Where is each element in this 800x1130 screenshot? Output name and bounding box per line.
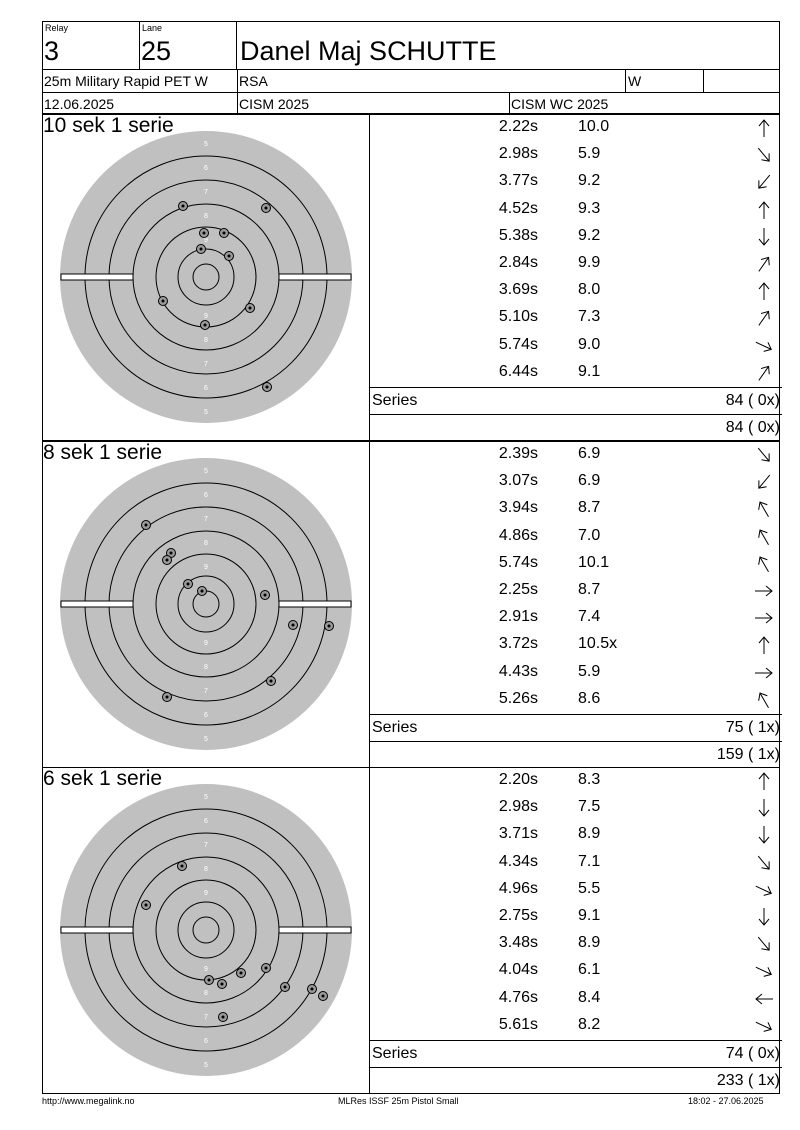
shot-hole: [200, 229, 209, 238]
shot-time: 3.07s: [498, 472, 538, 490]
divider: [237, 70, 238, 92]
cumulative-total: 159 ( 1x): [716, 746, 780, 763]
ring-label: 6: [204, 712, 208, 719]
shot-hole: [225, 252, 234, 261]
shot-time: 4.04s: [498, 961, 538, 979]
ring-label: 6: [204, 818, 208, 825]
ring-label: 6: [204, 492, 208, 499]
shot-hole: [262, 204, 271, 213]
target-diagram: [43, 442, 369, 769]
ring-label: 6: [204, 165, 208, 172]
series-title: 6 sek 1 serie: [43, 767, 163, 790]
shot-score: 9.1: [578, 907, 601, 924]
relay-label: Relay: [45, 23, 69, 33]
series-row: [370, 1040, 782, 1068]
shot-time: 6.44s: [498, 362, 538, 380]
shot-time: 5.74s: [498, 553, 538, 571]
shot-score: 8.2: [578, 1015, 601, 1033]
direction-arrow-icon: [752, 198, 776, 222]
shot-hole: [281, 983, 290, 992]
target-bar: [279, 927, 351, 933]
shot-row: [370, 904, 782, 931]
shot-score: 8.7: [578, 581, 601, 598]
cumulative-total: 84 ( 0x): [725, 419, 780, 436]
direction-arrow-icon: [752, 334, 776, 358]
series-section: [42, 114, 780, 441]
shot-row: [370, 496, 782, 523]
cumulative-total-row: [370, 741, 782, 769]
shot-score: 6.9: [578, 445, 601, 462]
direction-arrow-icon: [752, 851, 776, 875]
shot-row: [370, 197, 782, 224]
direction-arrow-icon: [752, 525, 776, 549]
direction-arrow-icon: [752, 443, 776, 467]
direction-arrow-icon: [752, 769, 776, 793]
ring-label: 5: [204, 1062, 208, 1069]
shot-time: 2.91s: [498, 608, 538, 626]
shot-hole: [237, 969, 246, 978]
divider: [237, 93, 238, 114]
shot-score: 7.0: [578, 526, 601, 544]
shot-time: 4.52s: [498, 199, 538, 217]
shot-time: 2.98s: [498, 798, 538, 816]
shot-hole: [261, 591, 270, 600]
shot-score: 7.1: [578, 852, 601, 870]
series-score: 75 ( 1x): [725, 719, 780, 736]
ring-label: 7: [204, 516, 208, 523]
direction-arrow-icon: [752, 497, 776, 521]
country-code: RSA: [239, 73, 268, 89]
athlete-name: Danel Maj SCHUTTE: [240, 36, 497, 66]
shot-score: 5.9: [578, 145, 601, 163]
shot-row: [370, 795, 782, 822]
ring-label: 8: [204, 866, 208, 873]
shot-score: 8.0: [578, 281, 601, 299]
ring-label: 5: [204, 409, 208, 416]
shot-hole: [178, 862, 187, 871]
ring-label: 9: [204, 890, 208, 897]
shots-list: [369, 115, 782, 440]
ring-label: 8: [204, 540, 208, 547]
ring-label: 8: [204, 990, 208, 997]
shot-row: [370, 333, 782, 360]
series-title: 8 sek 1 serie: [43, 441, 163, 464]
cumulative-total-row: [370, 1067, 782, 1095]
gender: W: [628, 73, 642, 89]
shot-hole: [197, 245, 206, 254]
target-bar: [61, 274, 133, 280]
shot-time: 4.96s: [498, 879, 538, 897]
shot-score: 8.9: [578, 825, 601, 843]
ring-label: 8: [204, 213, 208, 220]
shot-score: 7.5: [578, 798, 601, 816]
shot-hole: [198, 587, 207, 596]
footer-software: MLRes ISSF 25m Pistol Small: [338, 1096, 459, 1106]
ring-label: 5: [204, 141, 208, 148]
shot-row: [370, 469, 782, 496]
shot-row: [370, 850, 782, 877]
shot-score: 5.9: [578, 662, 601, 680]
direction-arrow-icon: [752, 143, 776, 167]
shot-time: 4.34s: [498, 852, 538, 870]
shot-time: 5.10s: [498, 308, 538, 326]
shot-time: 4.86s: [498, 526, 538, 544]
shot-row: [370, 632, 782, 659]
shot-row: [370, 305, 782, 332]
shot-score: 5.5: [578, 879, 601, 897]
competition-sub: CISM WC 2025: [511, 96, 609, 112]
shot-row: [370, 605, 782, 632]
competition-name: CISM 2025: [239, 96, 310, 112]
header-row-2: [43, 69, 779, 92]
shot-time: 3.71s: [498, 825, 538, 843]
ring-label: 9: [204, 640, 208, 647]
shot-row: [370, 224, 782, 251]
ring-label: 7: [204, 1014, 208, 1021]
shot-hole: [325, 622, 334, 631]
direction-arrow-icon: [752, 470, 776, 494]
shot-hole: [289, 621, 298, 630]
shot-row: [370, 660, 782, 687]
shot-row: [370, 115, 782, 142]
ring-label: 5: [204, 468, 208, 475]
divider: [703, 70, 704, 92]
shot-time: 2.98s: [498, 145, 538, 163]
series-section: [42, 767, 780, 1094]
shot-time: 3.69s: [498, 281, 538, 299]
series-title: 10 sek 1 serie: [43, 114, 174, 137]
shot-time: 4.43s: [498, 662, 538, 680]
series-label: Series: [372, 1045, 418, 1062]
target-diagram: [43, 115, 369, 442]
shot-time: 3.77s: [498, 172, 538, 190]
direction-arrow-icon: [752, 688, 776, 712]
ring-label: 7: [204, 361, 208, 368]
shot-hole: [163, 693, 172, 702]
shot-time: 5.74s: [498, 335, 538, 353]
cumulative-total-row: [370, 414, 782, 442]
shot-score: 9.9: [578, 254, 601, 271]
shot-score: 8.9: [578, 934, 601, 952]
ring-label: 7: [204, 842, 208, 849]
shot-hole: [267, 677, 276, 686]
shot-score: 9.3: [578, 199, 601, 217]
shot-row: [370, 958, 782, 985]
shot-hole: [246, 304, 255, 313]
shot-row: [370, 142, 782, 169]
shot-row: [370, 551, 782, 578]
shot-score: 7.3: [578, 308, 601, 326]
shot-hole: [205, 976, 214, 985]
shot-hole: [159, 297, 168, 306]
direction-arrow-icon: [752, 987, 776, 1011]
shots-list: [369, 768, 782, 1093]
relay-value: 3: [44, 36, 60, 66]
shot-row: [370, 877, 782, 904]
shot-time: 3.72s: [498, 635, 538, 653]
direction-arrow-icon: [752, 552, 776, 576]
series-section: [42, 441, 780, 768]
shot-hole: [219, 1013, 228, 1022]
shot-time: 2.22s: [498, 118, 538, 135]
shot-hole: [179, 202, 188, 211]
event-name: 25m Military Rapid PET W: [44, 73, 208, 89]
shot-time: 2.20s: [498, 771, 538, 788]
lane-label: Lane: [142, 23, 163, 33]
shot-row: [370, 169, 782, 196]
direction-arrow-icon: [752, 579, 776, 603]
ring-label: 9: [204, 237, 208, 244]
target-bar: [279, 601, 351, 607]
direction-arrow-icon: [752, 252, 776, 276]
shot-score: 8.3: [578, 771, 601, 788]
header-row-3: [43, 92, 779, 113]
direction-arrow-icon: [752, 170, 776, 194]
shot-time: 2.84s: [498, 254, 538, 271]
shot-row: [370, 931, 782, 958]
direction-arrow-icon: [752, 633, 776, 657]
shot-score: 9.0: [578, 335, 601, 353]
ring-label: 8: [204, 337, 208, 344]
shot-hole: [184, 580, 193, 589]
shot-row: [370, 442, 782, 469]
ring-label: 8: [204, 664, 208, 671]
target-bar: [61, 927, 133, 933]
shot-hole: [263, 383, 272, 392]
shot-time: 5.26s: [498, 689, 538, 707]
shot-hole: [218, 980, 227, 989]
shot-hole: [308, 985, 317, 994]
shot-score: 8.4: [578, 988, 601, 1006]
shot-score: 10.5x: [578, 635, 618, 653]
ring-label: 7: [204, 688, 208, 695]
ring-label: 7: [204, 189, 208, 196]
shot-row: [370, 687, 782, 714]
lane-cell: [140, 22, 237, 69]
target-diagram: [43, 768, 369, 1095]
shot-time: 5.61s: [498, 1015, 538, 1033]
shot-score: 7.4: [578, 608, 601, 626]
direction-arrow-icon: [752, 606, 776, 630]
shot-time: 2.75s: [498, 907, 538, 924]
shot-hole: [220, 229, 229, 238]
relay-cell: [43, 22, 140, 69]
footer-timestamp: 18:02 - 27.06.2025: [688, 1096, 764, 1106]
series-label: Series: [372, 392, 418, 409]
shot-row: [370, 524, 782, 551]
shot-hole: [201, 321, 210, 330]
shot-row: [370, 1013, 782, 1040]
series-label: Series: [372, 719, 418, 736]
shot-time: 2.39s: [498, 445, 538, 462]
shot-score: 9.2: [578, 172, 601, 190]
direction-arrow-icon: [752, 361, 776, 385]
shot-time: 5.38s: [498, 226, 538, 244]
direction-arrow-icon: [752, 661, 776, 685]
series-score: 84 ( 0x): [725, 392, 780, 409]
direction-arrow-icon: [752, 878, 776, 902]
shot-score: 9.1: [578, 362, 601, 380]
cumulative-total: 233 ( 1x): [716, 1072, 780, 1089]
event-date: 12.06.2025: [44, 96, 115, 112]
shot-row: [370, 822, 782, 849]
shot-hole: [163, 556, 172, 565]
direction-arrow-icon: [752, 225, 776, 249]
ring-label: 9: [204, 313, 208, 320]
lane-value: 25: [141, 36, 172, 66]
direction-arrow-icon: [752, 1014, 776, 1038]
ring-label: 6: [204, 1038, 208, 1045]
ring-label: 9: [204, 564, 208, 571]
shot-hole: [142, 521, 151, 530]
shot-time: 3.94s: [498, 499, 538, 517]
shot-row: [370, 278, 782, 305]
shot-row: [370, 768, 782, 795]
shot-score: 6.9: [578, 472, 601, 490]
ring-label: 5: [204, 794, 208, 801]
shot-score: 6.1: [578, 961, 601, 979]
shot-time: 4.76s: [498, 988, 538, 1006]
ring-label: 5: [204, 736, 208, 743]
shot-row: [370, 578, 782, 605]
shots-list: [369, 442, 782, 767]
series-row: [370, 714, 782, 742]
direction-arrow-icon: [752, 279, 776, 303]
direction-arrow-icon: [752, 823, 776, 847]
shot-score: 10.1: [578, 553, 610, 571]
series-score: 74 ( 0x): [725, 1045, 780, 1062]
shot-time: 2.25s: [498, 581, 538, 598]
shot-score: 10.0: [578, 118, 610, 135]
shot-hole: [142, 901, 151, 910]
shot-score: 9.2: [578, 226, 601, 244]
footer-url: http://www.megalink.no: [42, 1096, 135, 1106]
target-bar: [279, 274, 351, 280]
shot-hole: [319, 992, 328, 1001]
series-row: [370, 387, 782, 415]
ring-label: 9: [204, 966, 208, 973]
direction-arrow-icon: [752, 905, 776, 929]
direction-arrow-icon: [752, 116, 776, 140]
ring-label: 6: [204, 385, 208, 392]
shot-hole: [262, 964, 271, 973]
target-bar: [61, 601, 133, 607]
shot-score: 8.6: [578, 689, 601, 707]
divider: [625, 70, 626, 92]
divider: [509, 93, 510, 114]
direction-arrow-icon: [752, 932, 776, 956]
shot-row: [370, 251, 782, 278]
direction-arrow-icon: [752, 306, 776, 330]
shot-row: [370, 986, 782, 1013]
direction-arrow-icon: [752, 959, 776, 983]
header: [42, 21, 780, 114]
direction-arrow-icon: [752, 796, 776, 820]
shot-row: [370, 360, 782, 387]
shot-time: 3.48s: [498, 934, 538, 952]
shot-score: 8.7: [578, 499, 601, 517]
